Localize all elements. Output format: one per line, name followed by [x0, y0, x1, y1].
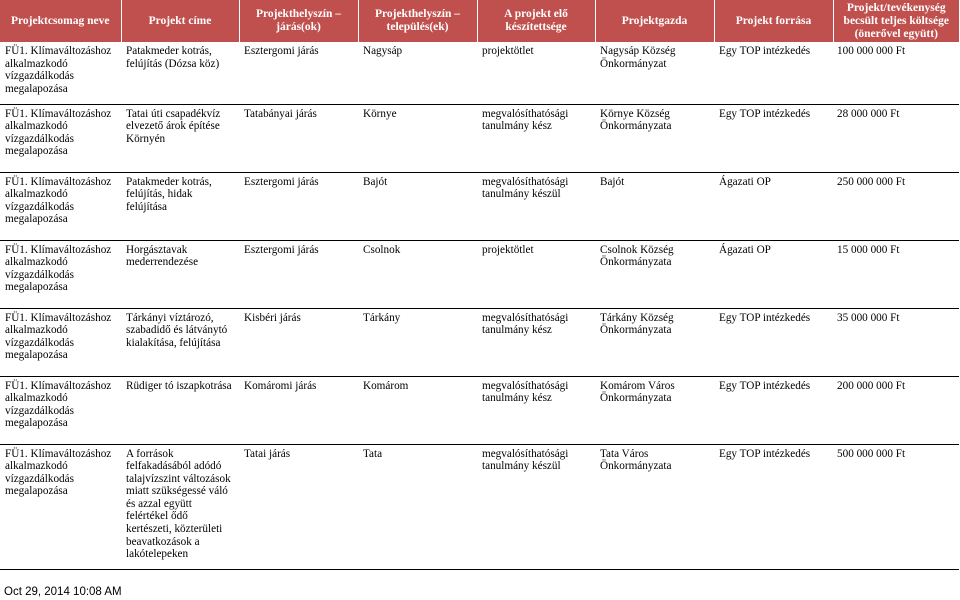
cell-project-title: A források felfakadásából adódó talajvízszint változások miatt szükségessé váló és azzal együtt felértékel ődő kertészeti, közterületi beavatkozások a lakótelepeken: [121, 444, 239, 569]
header-project-owner: Projektgazda: [595, 0, 714, 42]
cell-district: Esztergomi járás: [239, 42, 358, 104]
header-package-name: Projektcsomag neve: [0, 0, 121, 42]
cell-readiness: projektötlet: [477, 240, 595, 308]
cell-settlement: Tárkány: [358, 308, 477, 376]
cell-readiness: megvalósíthatósági tanulmány kész: [477, 376, 595, 444]
cell-funding-source: Ágazati OP: [714, 172, 833, 240]
cell-district: Tatabányai járás: [239, 104, 358, 172]
cell-package-name: FÜ1. Klímaváltozáshoz alkalmazkodó vízgazdálkodás megalapozása: [0, 42, 121, 104]
cell-estimated-cost: 100 000 000 Ft: [833, 42, 959, 104]
cell-project-title: Tárkányi víztározó, szabadidő és látványtó kialakítása, felújítása: [121, 308, 239, 376]
cell-package-name: FÜ1. Klímaváltozáshoz alkalmazkodó vízgazdálkodás megalapozása: [0, 172, 121, 240]
cell-estimated-cost: 200 000 000 Ft: [833, 376, 959, 444]
table-row: [0, 240, 959, 308]
cell-project-owner: Környe Község Önkormányzata: [595, 104, 714, 172]
table-header: [0, 0, 959, 42]
cell-district: Esztergomi járás: [239, 172, 358, 240]
cell-funding-source: Egy TOP intézkedés: [714, 308, 833, 376]
cell-package-name: FÜ1. Klímaváltozáshoz alkalmazkodó vízgazdálkodás megalapozása: [0, 376, 121, 444]
cell-project-owner: Tata Város Önkormányzata: [595, 444, 714, 569]
cell-project-title: Patakmeder kotrás, felújítás (Dózsa köz): [121, 42, 239, 104]
cell-project-owner: Bajót: [595, 172, 714, 240]
cell-project-owner: Komárom Város Önkormányzata: [595, 376, 714, 444]
header-estimated-cost: Projekt/tevékenység becsült teljes költsége (önerővel együtt): [833, 0, 959, 42]
cell-funding-source: Egy TOP intézkedés: [714, 444, 833, 569]
cell-package-name: FÜ1. Klímaváltozáshoz alkalmazkodó vízgazdálkodás megalapozása: [0, 308, 121, 376]
cell-settlement: Csolnok: [358, 240, 477, 308]
cell-project-title: Tatai úti csapadékvíz elvezető árok építése Környén: [121, 104, 239, 172]
header-funding-source: Projekt forrása: [714, 0, 833, 42]
cell-estimated-cost: 28 000 000 Ft: [833, 104, 959, 172]
header-district: Projekthelyszín – járás(ok): [239, 0, 358, 42]
table-row: [0, 42, 959, 104]
cell-readiness: megvalósíthatósági tanulmány kész: [477, 308, 595, 376]
cell-settlement: Komárom: [358, 376, 477, 444]
cell-readiness: megvalósíthatósági tanulmány kész: [477, 104, 595, 172]
cell-project-title: Horgásztavak mederrendezése: [121, 240, 239, 308]
header-settlement: Projekthelyszín – település(ek): [358, 0, 477, 42]
cell-district: Esztergomi járás: [239, 240, 358, 308]
cell-project-owner: Tárkány Község Önkormányzata: [595, 308, 714, 376]
table-body: [0, 42, 959, 569]
header-project-title: Projekt címe: [121, 0, 239, 42]
cell-project-owner: Csolnok Község Önkormányzata: [595, 240, 714, 308]
cell-funding-source: Ágazati OP: [714, 240, 833, 308]
table-row: [0, 444, 959, 569]
cell-district: Tatai járás: [239, 444, 358, 569]
cell-project-title: Patakmeder kotrás, felújítás, hidak felújítása: [121, 172, 239, 240]
cell-project-title: Rüdiger tó iszapkotrása: [121, 376, 239, 444]
cell-estimated-cost: 15 000 000 Ft: [833, 240, 959, 308]
cell-package-name: FÜ1. Klímaváltozáshoz alkalmazkodó vízgazdálkodás megalapozása: [0, 240, 121, 308]
table-row: [0, 376, 959, 444]
cell-readiness: megvalósíthatósági tanulmány készül: [477, 444, 595, 569]
cell-estimated-cost: 500 000 000 Ft: [833, 444, 959, 569]
table-row: [0, 172, 959, 240]
header-readiness: A projekt elő készítettsége: [477, 0, 595, 42]
cell-package-name: FÜ1. Klímaváltozáshoz alkalmazkodó vízgazdálkodás megalapozása: [0, 444, 121, 569]
header-row: [0, 0, 959, 42]
cell-readiness: megvalósíthatósági tanulmány készül: [477, 172, 595, 240]
cell-project-owner: Nagysáp Község Önkormányzat: [595, 42, 714, 104]
cell-settlement: Bajót: [358, 172, 477, 240]
cell-funding-source: Egy TOP intézkedés: [714, 376, 833, 444]
cell-funding-source: Egy TOP intézkedés: [714, 42, 833, 104]
print-timestamp: Oct 29, 2014 10:08 AM: [4, 586, 122, 598]
cell-district: Kisbéri járás: [239, 308, 358, 376]
cell-package-name: FÜ1. Klímaváltozáshoz alkalmazkodó vízgazdálkodás megalapozása: [0, 104, 121, 172]
cell-estimated-cost: 250 000 000 Ft: [833, 172, 959, 240]
cell-settlement: Tata: [358, 444, 477, 569]
cell-estimated-cost: 35 000 000 Ft: [833, 308, 959, 376]
cell-district: Komáromi járás: [239, 376, 358, 444]
cell-settlement: Környe: [358, 104, 477, 172]
cell-readiness: projektötlet: [477, 42, 595, 104]
cell-funding-source: Egy TOP intézkedés: [714, 104, 833, 172]
cell-settlement: Nagysáp: [358, 42, 477, 104]
table-row: [0, 308, 959, 376]
table-row: [0, 104, 959, 172]
